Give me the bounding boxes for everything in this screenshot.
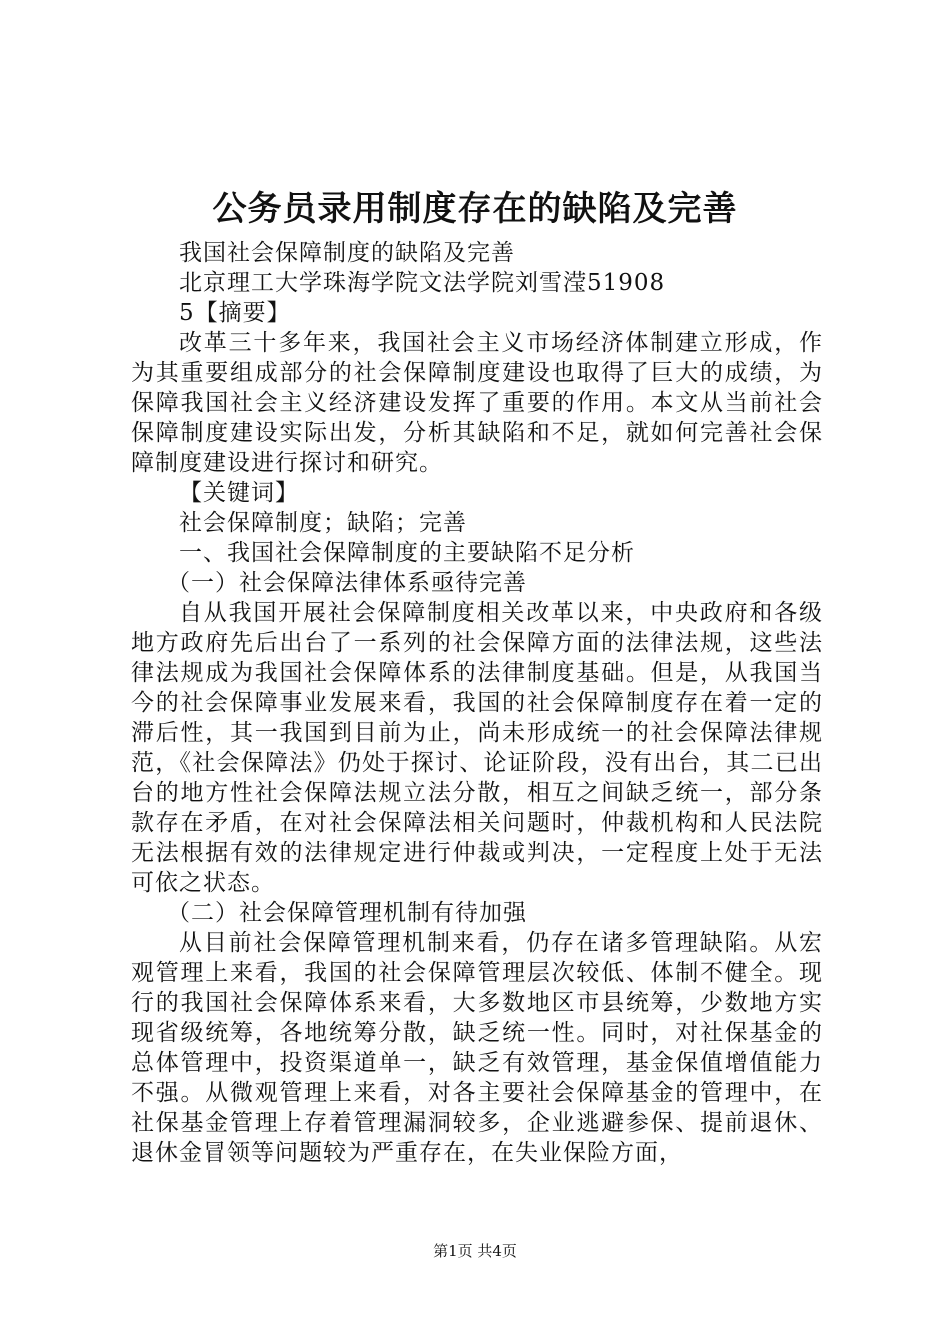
section-heading-1: 一、我国社会保障制度的主要缺陷不足分析 [179,540,635,566]
author-line: 北京理工大学珠海学院文法学院刘雪滢51908 [179,270,666,296]
document-body [131,238,823,1168]
keywords: 社会保障制度；缺陷；完善 [179,510,467,536]
abstract-paragraph: 改革三十多年来，我国社会主义市场经济体制建立形成，作为其重要组成部分的社会保障制度建设也取得了巨大的成绩，为保障我国社会主义经济建设发挥了重要的作用。本文从当前社会保障制度建设实际出发，分析其缺陷和不足，就如何完善社会保障制度建设进行探讨和研究。 [131,330,823,476]
document-title: 公务员录用制度存在的缺陷及完善 [212,189,738,229]
subsection-heading-1: （一）社会保障法律体系亟待完善 [167,570,527,596]
subsection-paragraph-2: 从目前社会保障管理机制来看，仍存在诸多管理缺陷。从宏观管理上来看，我国的社会保障管理层次较低、体制不健全。现行的我国社会保障体系来看，大多数地区市县统筹，少数地方实现省级统筹，各地统筹分散，缺乏统一性。同时，对社保基金的总体管理中，投资渠道单一，缺乏有效管理，基金保值增值能力不强。从微观管理上来看，对各主要社会保障基金的管理中，在社保基金管理上存着管理漏洞较多，企业逃避参保、提前退休、退休金冒领等问题较为严重存在，在失业保险方面， [131,930,823,1166]
abstract-heading: 5【摘要】 [179,300,291,326]
subsection-paragraph-1: 自从我国开展社会保障制度相关改革以来，中央政府和各级地方政府先后出台了一系列的社会保障方面的法律法规，这些法律法规成为我国社会保障体系的法律制度基础。但是，从我国当今的社会保障事业发展来看，我国的社会保障制度存在着一定的滞后性，其一我国到目前为止，尚未形成统一的社会保障法律规范，《社会保障法》仍处于探讨、论证阶段，没有出台，其二已出台的地方性社会保障法规立法分散，相互之间缺乏统一，部分条款存在矛盾，在对社会保障法相关问题时，仲裁机构和人民法院无法根据有效的法律规定进行仲裁或判决，一定程度上处于无法可依之状态。 [131,600,823,896]
page-footer: 第1页 共4页 [433,1242,517,1260]
subtitle: 我国社会保障制度的缺陷及完善 [179,240,515,266]
subsection-heading-2: （二）社会保障管理机制有待加强 [167,900,527,926]
keywords-heading: 【关键词】 [179,480,299,506]
